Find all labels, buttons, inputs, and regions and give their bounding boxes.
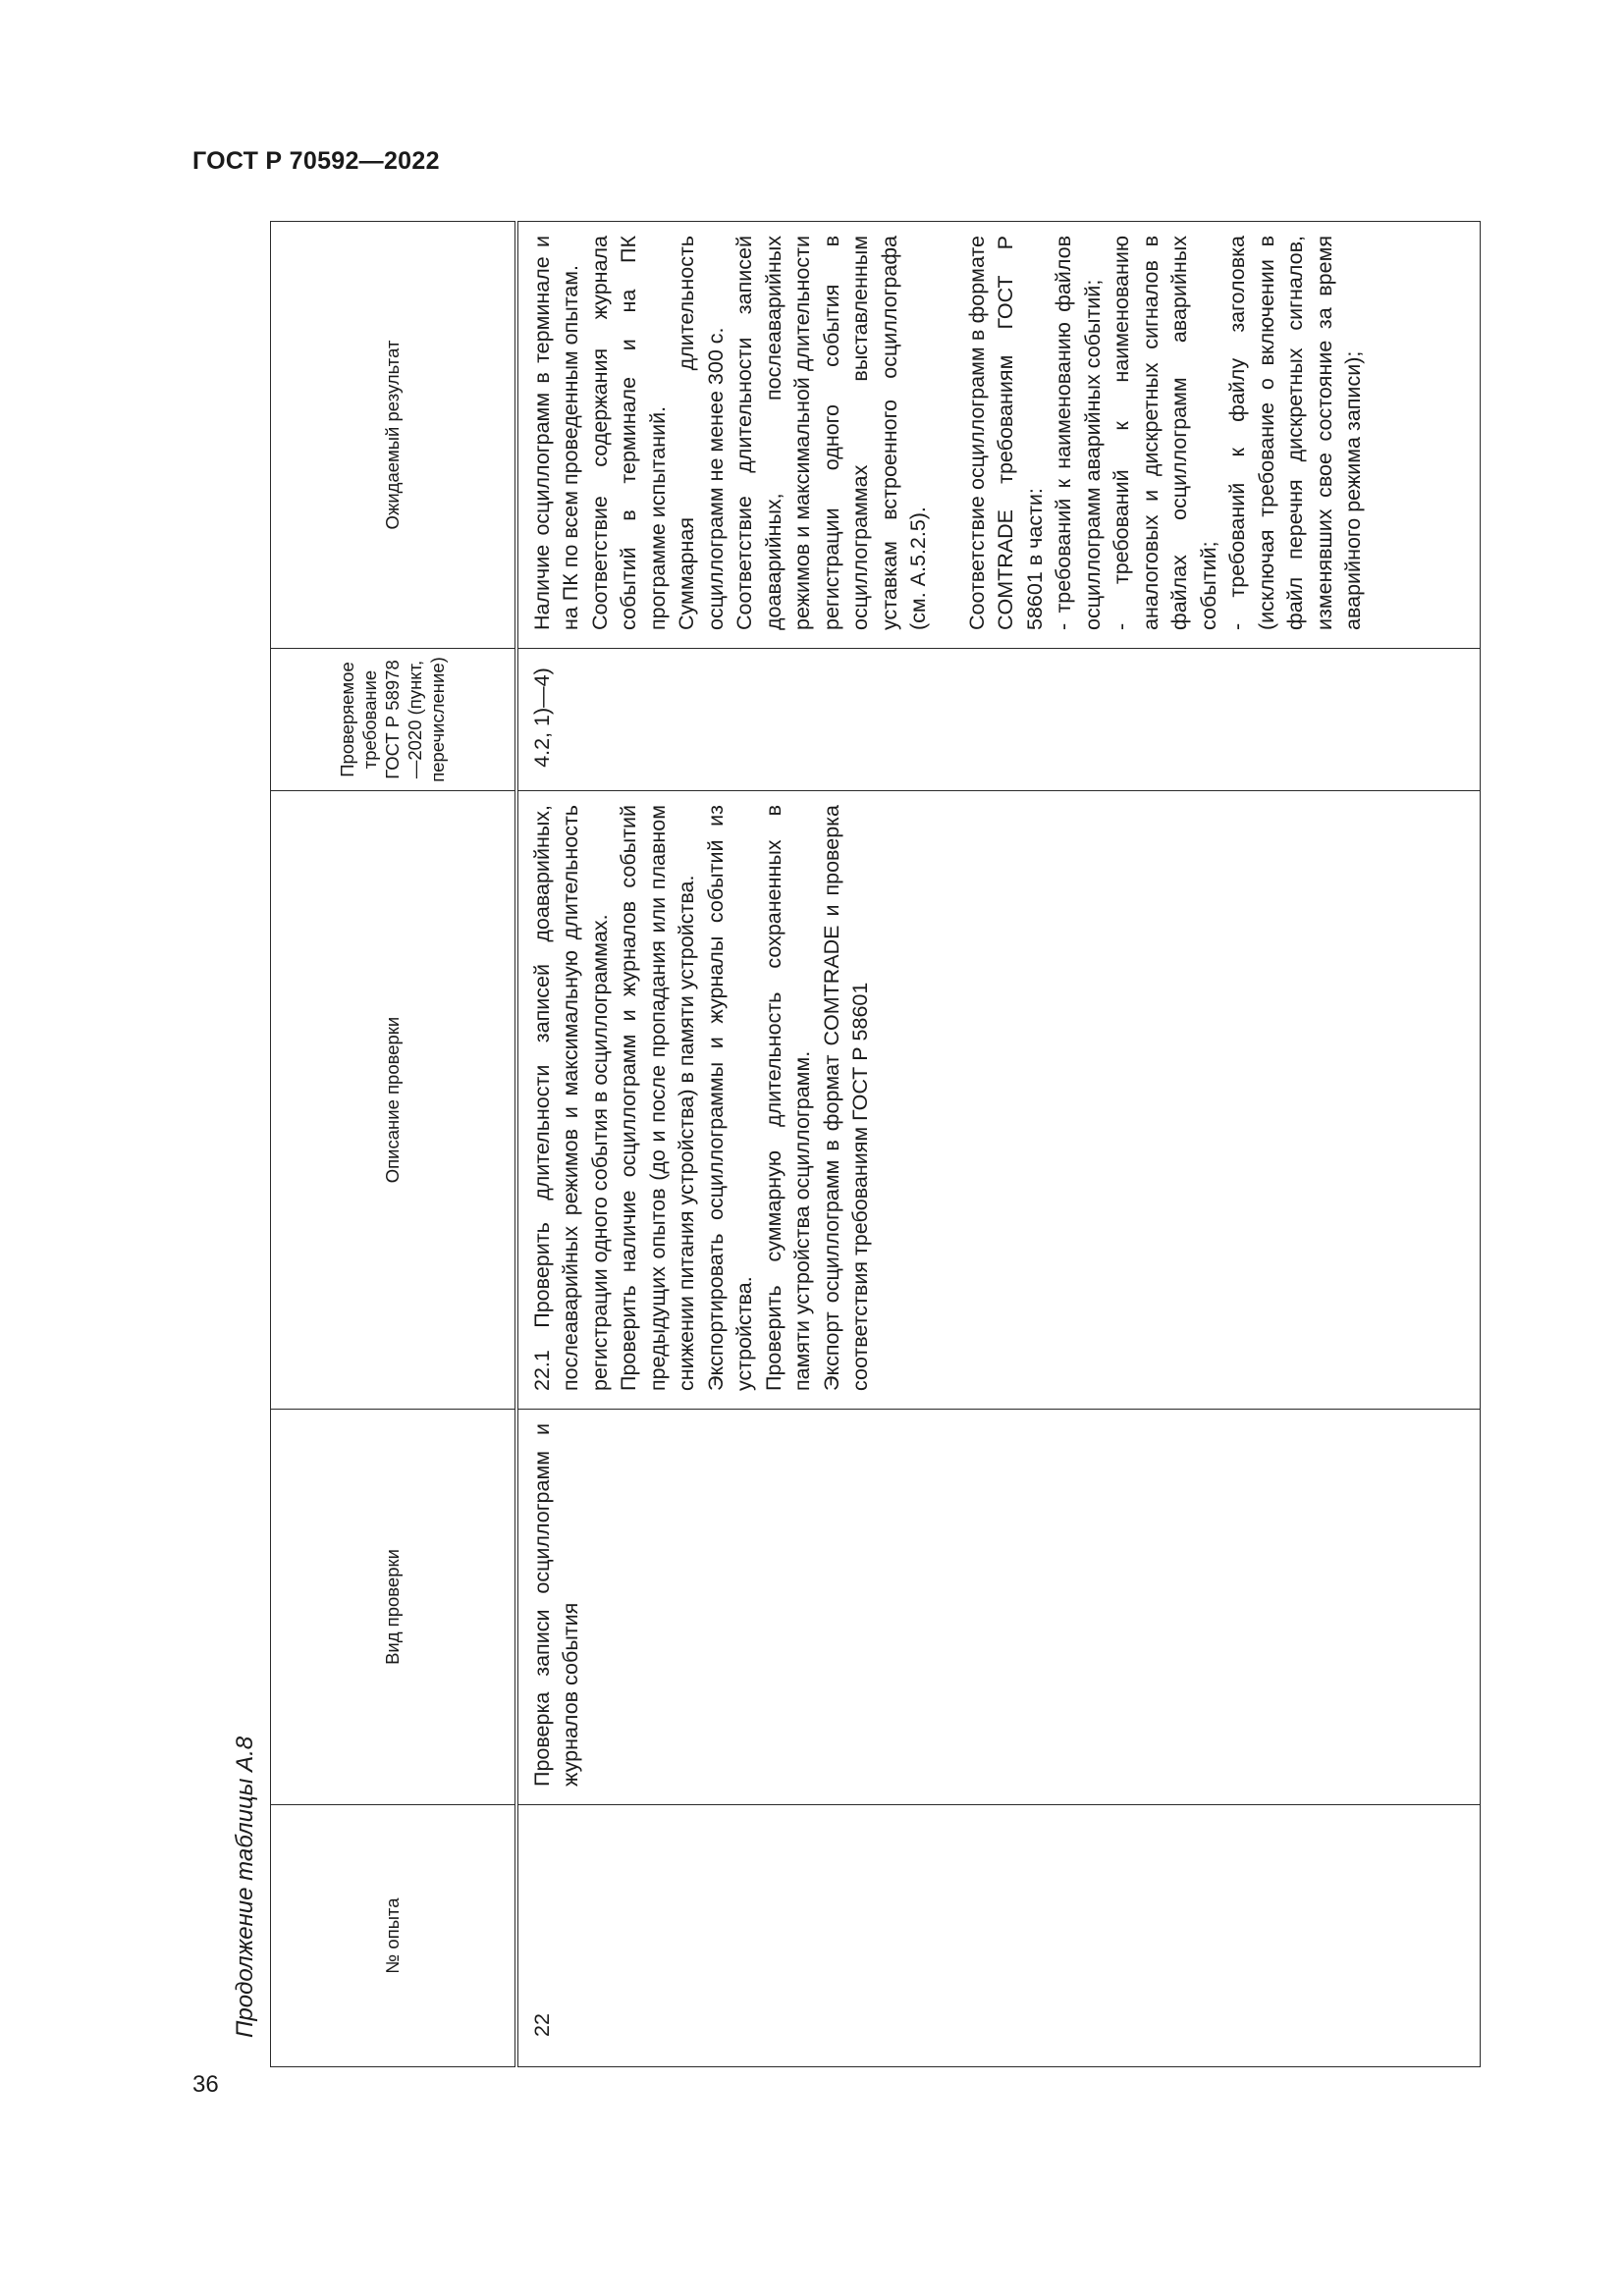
expected-list-item: - требований к файлу заголовка (исключая требование о включении в файл перечня дискретных сигналов, изменявших свое состояние за время аварийного режима записи);: [1225, 236, 1365, 630]
cell-description: [516, 791, 1481, 1410]
header-requirement: Проверяемое требование ГОСТ Р 58978—2020 (пункт, перечисление): [271, 649, 516, 791]
rotated-table-block: [226, 222, 1481, 2067]
expected-paragraph: Суммарная длительность осциллограмм не менее 300 с.: [675, 236, 728, 630]
cell-num: 22: [516, 1805, 1481, 2067]
cell-type: Проверка записи осциллограмм и журналов события: [516, 1410, 1481, 1805]
header-description: Описание проверки: [271, 791, 516, 1410]
paragraph-gap: [934, 236, 963, 630]
expected-list-item: - требований к наименованию аналоговых и дискретных сигналов в файлах осциллограмм аварийных событий;: [1110, 236, 1220, 630]
description-paragraph: Экспорт осциллограмм в формат COMTRADE и проверка соответствия требованиям ГОСТ Р 58601: [819, 805, 872, 1391]
header-num: № опыта: [271, 1805, 516, 2067]
document-title: ГОСТ Р 70592—2022: [192, 147, 440, 175]
table-row: [516, 222, 1481, 2067]
header-type: Вид проверки: [271, 1410, 516, 1805]
description-paragraph: 22.1 Проверить длительности записей доаварийных, послеаварийных режимов и максимальную длительность регистрации одного события в осциллограммах.: [529, 805, 612, 1391]
test-table: [270, 221, 1481, 2067]
expected-paragraph: Соответствие осциллограмм в формате COMTRADE требованиям ГОСТ Р 58601 в части:: [964, 236, 1047, 630]
cell-expected: [516, 222, 1481, 649]
description-paragraph: Проверить наличие осциллограмм и журналов событий предыдущих опытов (до и после пропадания или плавном снижении питания устройства) в памяти устройства.: [617, 805, 698, 1391]
header-expected: Ожидаемый результат: [271, 222, 516, 649]
expected-paragraph: Соответствие содержания журнала событий в терминале и на ПК программе испытаний.: [587, 236, 670, 630]
table-header-row: [271, 222, 516, 2067]
expected-paragraph: Наличие осциллограмм в терминале и на ПК по всем проведенным опытам.: [529, 236, 582, 630]
description-paragraph: Экспортировать осциллограммы и журналы событий из устройства.: [703, 805, 756, 1391]
cell-requirement: 4.2, 1)—4): [516, 649, 1481, 791]
expected-paragraph: Соответствие длительности записей доаварийных, послеаварийных режимов и максимальной длительности регистрации одного события в осциллограммах выставленным уставкам встроенного осциллографа (см. А.5.2.5).: [732, 236, 930, 630]
page-number: 36: [192, 2071, 219, 2098]
description-paragraph: Проверить суммарную длительность сохраненных в памяти устройства осциллограмм.: [761, 805, 814, 1391]
expected-list-item: - требований к наименованию файлов осциллограмм аварийных событий;: [1052, 236, 1105, 630]
table-continuation-caption: Продолжение таблицы А.8: [232, 1735, 258, 2038]
